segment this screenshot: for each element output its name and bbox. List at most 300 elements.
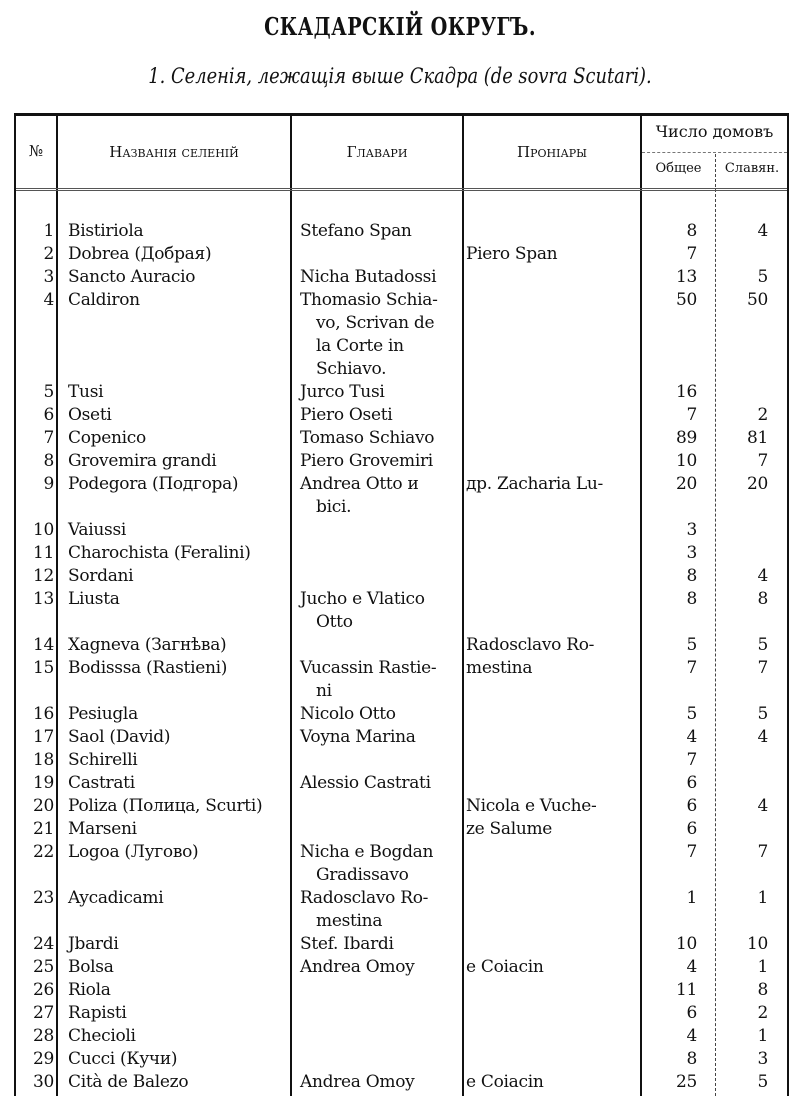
houses-slavic-value: 1 xyxy=(757,957,768,977)
houses-total xyxy=(642,979,697,1002)
village-name-line: Charochista (Feralini) xyxy=(68,543,251,563)
houses-slavic xyxy=(716,404,768,427)
row-number xyxy=(16,749,54,772)
row-number xyxy=(16,1002,54,1025)
village-name-line: Saol (David) xyxy=(68,727,171,747)
houses-total-value: 7 xyxy=(686,405,697,425)
village-name-line: Tusi xyxy=(68,382,104,402)
houses-total xyxy=(642,657,697,680)
pronari-cell-line: ze Salume xyxy=(466,819,553,839)
village-name xyxy=(68,749,137,772)
houses-slavic xyxy=(716,749,768,772)
houses-total xyxy=(642,519,697,542)
glavari-cell-line: vo, Scrivan de xyxy=(316,313,435,333)
row-number-value: 24 xyxy=(32,934,54,954)
village-name xyxy=(68,703,138,726)
header-pronari: Проніары xyxy=(517,143,587,161)
glavari-cell xyxy=(300,772,472,795)
houses-slavic-value xyxy=(716,381,768,404)
houses-total xyxy=(642,726,697,749)
village-name xyxy=(68,887,163,910)
row-number-value: 15 xyxy=(32,658,54,678)
glavari-cell-line: Nicha Butadossi xyxy=(300,267,437,287)
glavari-cell xyxy=(300,933,472,956)
glavari-cell xyxy=(300,1071,472,1094)
houses-total xyxy=(642,565,697,588)
table-row xyxy=(16,703,787,726)
village-name xyxy=(68,427,146,450)
houses-total-value: 8 xyxy=(686,589,697,609)
table-row xyxy=(16,519,787,542)
houses-total xyxy=(642,634,697,657)
houses-slavic xyxy=(716,450,768,473)
glavari-cell xyxy=(300,381,472,404)
row-number-value: 25 xyxy=(32,957,54,977)
houses-total xyxy=(642,542,697,565)
table-row xyxy=(16,220,787,243)
row-number xyxy=(16,772,54,795)
houses-total-value: 6 xyxy=(686,773,697,793)
glavari-cell-line: Andrea Otto и xyxy=(300,474,419,494)
row-number-value: 17 xyxy=(32,727,54,747)
row-number xyxy=(16,427,54,450)
glavari-cell-line: Nicha e Bogdan xyxy=(300,842,434,862)
houses-slavic xyxy=(716,542,768,565)
village-name xyxy=(68,657,227,680)
row-number-value: 21 xyxy=(32,819,54,839)
glavari-cell-line: Piero Grovemiri xyxy=(300,451,433,471)
houses-slavic-value xyxy=(716,749,768,772)
table-row xyxy=(16,772,787,795)
table-body xyxy=(16,220,787,1094)
row-number-value: 7 xyxy=(43,428,54,448)
houses-slavic-value: 2 xyxy=(757,1003,768,1023)
houses-total-value: 1 xyxy=(686,888,697,908)
glavari-cell xyxy=(300,841,472,887)
houses-total-value: 7 xyxy=(686,842,697,862)
row-number xyxy=(16,243,54,266)
houses-slavic xyxy=(716,289,768,312)
glavari-cell xyxy=(300,588,472,634)
row-number xyxy=(16,887,54,910)
table-row xyxy=(16,427,787,450)
village-name-line: Oseti xyxy=(68,405,112,425)
row-number-value: 18 xyxy=(32,750,54,770)
pronari-cell-line: e Coiacin xyxy=(466,1072,544,1092)
village-name xyxy=(68,266,195,289)
row-number-value: 23 xyxy=(32,888,54,908)
row-number-value: 20 xyxy=(32,796,54,816)
houses-total-value: 7 xyxy=(686,658,697,678)
houses-total xyxy=(642,1071,697,1094)
row-number-value: 13 xyxy=(32,589,54,609)
houses-slavic-value: 4 xyxy=(757,727,768,747)
houses-slavic-value xyxy=(716,818,768,841)
village-name-line: Poliza (Полица, Scurti) xyxy=(68,796,263,816)
village-name-line: Sordani xyxy=(68,566,134,586)
village-name-line: Riola xyxy=(68,980,111,1000)
houses-slavic xyxy=(716,772,768,795)
village-name-line: Cità de Balezo xyxy=(68,1072,189,1092)
village-name xyxy=(68,1048,177,1071)
houses-slavic xyxy=(716,1025,768,1048)
glavari-cell-line: la Corte in xyxy=(316,336,404,356)
houses-slavic xyxy=(716,427,768,450)
village-name-line: Podegora (Подгора) xyxy=(68,474,239,494)
houses-slavic-value xyxy=(716,519,768,542)
row-number xyxy=(16,979,54,1002)
houses-slavic-value: 8 xyxy=(757,589,768,609)
houses-total-value: 7 xyxy=(686,750,697,770)
row-number xyxy=(16,956,54,979)
houses-total xyxy=(642,703,697,726)
houses-slavic-value: 20 xyxy=(746,474,768,494)
row-number xyxy=(16,450,54,473)
header-slav: Славян. xyxy=(724,161,780,176)
houses-slavic xyxy=(716,381,768,404)
pronari-cell xyxy=(466,634,594,657)
houses-total xyxy=(642,795,697,818)
houses-total xyxy=(642,772,697,795)
houses-slavic xyxy=(716,887,768,910)
section-subtitle: 1. Селенія, лежащія выше Скадра (de sovra Scutari). xyxy=(148,64,652,88)
row-number xyxy=(16,519,54,542)
houses-slavic-value: 10 xyxy=(746,934,768,954)
houses-total xyxy=(642,243,697,266)
village-name-line: Grovemira grandi xyxy=(68,451,217,471)
houses-slavic-value: 7 xyxy=(757,451,768,471)
table-row xyxy=(16,1048,787,1071)
village-name-line: Bistiriola xyxy=(68,221,144,241)
village-name xyxy=(68,289,140,312)
glavari-cell-line: Piero Oseti xyxy=(300,405,393,425)
table-row xyxy=(16,956,787,979)
glavari-cell-line: Andrea Omoy xyxy=(300,957,415,977)
houses-total-value: 4 xyxy=(686,957,697,977)
village-name xyxy=(68,220,143,243)
village-name xyxy=(68,726,170,749)
table-row xyxy=(16,818,787,841)
houses-total-value: 89 xyxy=(675,428,697,448)
houses-slavic-value xyxy=(716,542,768,565)
table-row xyxy=(16,726,787,749)
houses-total xyxy=(642,266,697,289)
row-number xyxy=(16,818,54,841)
glavari-cell xyxy=(300,703,472,726)
pronari-cell xyxy=(466,243,557,266)
houses-total xyxy=(642,749,697,772)
village-name xyxy=(68,588,120,611)
table-row xyxy=(16,1025,787,1048)
row-number xyxy=(16,404,54,427)
village-name xyxy=(68,772,135,795)
houses-slavic xyxy=(716,473,768,496)
row-number-value: 9 xyxy=(43,474,54,494)
houses-total xyxy=(642,1025,697,1048)
village-name-line: Rapisti xyxy=(68,1003,127,1023)
houses-total-value: 4 xyxy=(686,1026,697,1046)
houses-total-value: 7 xyxy=(686,244,697,264)
houses-total xyxy=(642,404,697,427)
pronari-cell-line: Radosclavo Ro- xyxy=(466,635,595,655)
row-number xyxy=(16,634,54,657)
row-number xyxy=(16,726,54,749)
houses-total xyxy=(642,289,697,312)
houses-slavic-value: 7 xyxy=(757,658,768,678)
houses-slavic-value: 2 xyxy=(757,405,768,425)
header-glavari: Главари xyxy=(346,143,408,161)
village-name-line: Schirelli xyxy=(68,750,138,770)
glavari-cell xyxy=(300,726,472,749)
village-name xyxy=(68,450,216,473)
village-name-line: Marseni xyxy=(68,819,137,839)
glavari-cell-line: Tomaso Schiavo xyxy=(300,428,435,448)
pronari-cell-line: Nicola e Vuche- xyxy=(466,796,597,816)
houses-total-value: 5 xyxy=(686,635,697,655)
houses-slavic xyxy=(716,956,768,979)
pronari-cell-line: Piero Span xyxy=(466,244,558,264)
row-number xyxy=(16,289,54,312)
table-row xyxy=(16,450,787,473)
row-number-value: 16 xyxy=(32,704,54,724)
houses-slavic xyxy=(716,979,768,1002)
houses-total xyxy=(642,427,697,450)
glavari-cell-line: Voyna Marina xyxy=(300,727,416,747)
row-number-value: 1 xyxy=(43,221,54,241)
village-name-line: Aycadicami xyxy=(68,888,164,908)
houses-total-value: 8 xyxy=(686,566,697,586)
row-number-value: 11 xyxy=(32,543,54,563)
village-name xyxy=(68,1025,136,1048)
row-number xyxy=(16,933,54,956)
houses-slavic xyxy=(716,1071,768,1094)
houses-slavic xyxy=(716,243,768,266)
table-row xyxy=(16,657,787,703)
glavari-cell xyxy=(300,956,472,979)
glavari-cell-line: Vucassin Rastie- xyxy=(300,658,437,678)
houses-total-value: 10 xyxy=(675,934,697,954)
houses-slavic-value: 5 xyxy=(757,1072,768,1092)
row-number-value: 26 xyxy=(32,980,54,1000)
glavari-cell-line: Thomasio Schia- xyxy=(300,290,438,310)
houses-total xyxy=(642,381,697,404)
houses-total xyxy=(642,841,697,864)
row-number-value: 8 xyxy=(43,451,54,471)
table-row xyxy=(16,1002,787,1025)
houses-total-value: 5 xyxy=(686,704,697,724)
table-row xyxy=(16,266,787,289)
houses-total xyxy=(642,588,697,611)
pronari-cell xyxy=(466,956,544,979)
houses-slavic-value: 4 xyxy=(757,221,768,241)
houses-slavic-value: 50 xyxy=(746,290,768,310)
village-name-line: Dobrea (Добрая) xyxy=(68,244,212,264)
houses-total-value: 20 xyxy=(675,474,697,494)
glavari-cell-line: Andrea Omoy xyxy=(300,1072,415,1092)
houses-slavic-value xyxy=(716,243,768,266)
houses-slavic-value: 5 xyxy=(757,704,768,724)
houses-total-value: 6 xyxy=(686,1003,697,1023)
village-name xyxy=(68,1071,188,1094)
header-num: № xyxy=(28,142,44,160)
houses-total xyxy=(642,956,697,979)
village-name-line: Vaiussi xyxy=(68,520,127,540)
row-number-value: 4 xyxy=(43,290,54,310)
houses-total xyxy=(642,933,697,956)
houses-slavic xyxy=(716,565,768,588)
row-number xyxy=(16,657,54,680)
houses-slavic xyxy=(716,703,768,726)
houses-slavic xyxy=(716,657,768,680)
houses-total xyxy=(642,1002,697,1025)
houses-total-value: 3 xyxy=(686,543,697,563)
houses-slavic-value: 1 xyxy=(757,1026,768,1046)
village-name xyxy=(68,979,111,1002)
glavari-cell xyxy=(300,450,472,473)
table-row xyxy=(16,795,787,818)
row-number xyxy=(16,473,54,496)
village-name-line: Xagneva (Загнѣва) xyxy=(68,635,227,655)
houses-total-value: 13 xyxy=(675,267,697,287)
row-number xyxy=(16,1071,54,1094)
village-name xyxy=(68,956,114,979)
houses-slavic xyxy=(716,519,768,542)
houses-total-value: 16 xyxy=(675,382,697,402)
glavari-cell-line: Nicolo Otto xyxy=(300,704,396,724)
row-number xyxy=(16,565,54,588)
houses-total-value: 25 xyxy=(675,1072,697,1092)
village-name xyxy=(68,404,112,427)
row-number-value: 3 xyxy=(43,267,54,287)
glavari-cell xyxy=(300,289,472,381)
row-number-value: 12 xyxy=(32,566,54,586)
houses-total xyxy=(642,220,697,243)
row-number-value: 30 xyxy=(32,1072,54,1092)
village-name xyxy=(68,841,198,864)
row-number-value: 5 xyxy=(43,382,54,402)
row-number-value: 27 xyxy=(32,1003,54,1023)
village-name xyxy=(68,473,238,496)
row-number-value: 2 xyxy=(43,244,54,264)
row-number xyxy=(16,795,54,818)
houses-slavic xyxy=(716,818,768,841)
houses-slavic xyxy=(716,933,768,956)
houses-slavic xyxy=(716,795,768,818)
row-number-value: 10 xyxy=(32,520,54,540)
houses-total-value: 3 xyxy=(686,520,697,540)
village-name-line: Cucci (Кучи) xyxy=(68,1049,178,1069)
houses-total-value: 4 xyxy=(686,727,697,747)
houses-slavic-value: 5 xyxy=(757,635,768,655)
glavari-cell-line: Alessio Castrati xyxy=(300,773,431,793)
pronari-cell xyxy=(466,657,532,680)
pronari-cell-line: mestina xyxy=(466,658,533,678)
table-row xyxy=(16,404,787,427)
table-row xyxy=(16,749,787,772)
row-number xyxy=(16,703,54,726)
village-name xyxy=(68,795,262,818)
houses-slavic xyxy=(716,220,768,243)
village-name xyxy=(68,818,137,841)
table-row xyxy=(16,588,787,634)
table-row xyxy=(16,542,787,565)
table-row xyxy=(16,979,787,1002)
houses-slavic-value: 7 xyxy=(757,842,768,862)
header-total: Общее xyxy=(655,161,702,176)
row-number xyxy=(16,1025,54,1048)
glavari-cell-line: Jucho e Vlatico xyxy=(300,589,425,609)
glavari-cell xyxy=(300,404,472,427)
village-name-line: Bodisssa (Rastieni) xyxy=(68,658,228,678)
pronari-cell-line: др. Zacharia Lu- xyxy=(466,474,603,494)
village-name xyxy=(68,381,103,404)
row-number xyxy=(16,542,54,565)
houses-slavic-value: 81 xyxy=(746,428,768,448)
table-row xyxy=(16,289,787,381)
houses-total xyxy=(642,450,697,473)
houses-slavic-value: 4 xyxy=(757,566,768,586)
houses-total xyxy=(642,818,697,841)
village-name xyxy=(68,519,126,542)
houses-slavic xyxy=(716,1002,768,1025)
header-name: Названія селеній xyxy=(109,143,239,161)
houses-total xyxy=(642,473,697,496)
table-header xyxy=(16,116,787,191)
houses-total xyxy=(642,887,697,910)
row-number xyxy=(16,266,54,289)
village-name xyxy=(68,1002,127,1025)
houses-slavic-value: 5 xyxy=(757,267,768,287)
village-name-line: Caldiron xyxy=(68,290,140,310)
houses-total-value: 8 xyxy=(686,221,697,241)
row-number-value: 14 xyxy=(32,635,54,655)
houses-total-value: 11 xyxy=(675,980,697,1000)
glavari-cell xyxy=(300,887,472,933)
glavari-cell-line: Otto xyxy=(316,612,353,632)
glavari-cell-line: Stef. Ibardi xyxy=(300,934,394,954)
glavari-cell xyxy=(300,473,472,519)
pronari-cell xyxy=(466,818,552,841)
village-name-line: Jbardi xyxy=(68,934,119,954)
row-number-value: 22 xyxy=(32,842,54,862)
glavari-cell-line: Radosclavo Ro- xyxy=(300,888,429,908)
glavari-cell-line: Stefano Span xyxy=(300,221,412,241)
row-number-value: 28 xyxy=(32,1026,54,1046)
header-houses: Число домовъ xyxy=(655,122,774,141)
village-name xyxy=(68,933,118,956)
village-name-line: Logoa (Лугово) xyxy=(68,842,199,862)
glavari-cell-line: bici. xyxy=(316,497,352,517)
row-number-value: 19 xyxy=(32,773,54,793)
houses-total-value: 6 xyxy=(686,796,697,816)
table-row xyxy=(16,243,787,266)
pronari-cell xyxy=(466,795,596,818)
village-name-line: Checioli xyxy=(68,1026,136,1046)
row-number xyxy=(16,1048,54,1071)
glavari-cell-line: Schiavo. xyxy=(316,359,387,379)
village-name xyxy=(68,542,251,565)
row-number xyxy=(16,588,54,611)
houses-slavic-value: 1 xyxy=(757,888,768,908)
page-title: СКАДАРСКІЙ ОКРУГЪ. xyxy=(264,12,536,41)
glavari-cell xyxy=(300,657,472,703)
houses-total xyxy=(642,1048,697,1071)
glavari-cell xyxy=(300,427,472,450)
village-name-line: Castrati xyxy=(68,773,135,793)
village-name-line: Liusta xyxy=(68,589,120,609)
houses-slavic-value: 3 xyxy=(757,1049,768,1069)
houses-slavic-value xyxy=(716,772,768,795)
